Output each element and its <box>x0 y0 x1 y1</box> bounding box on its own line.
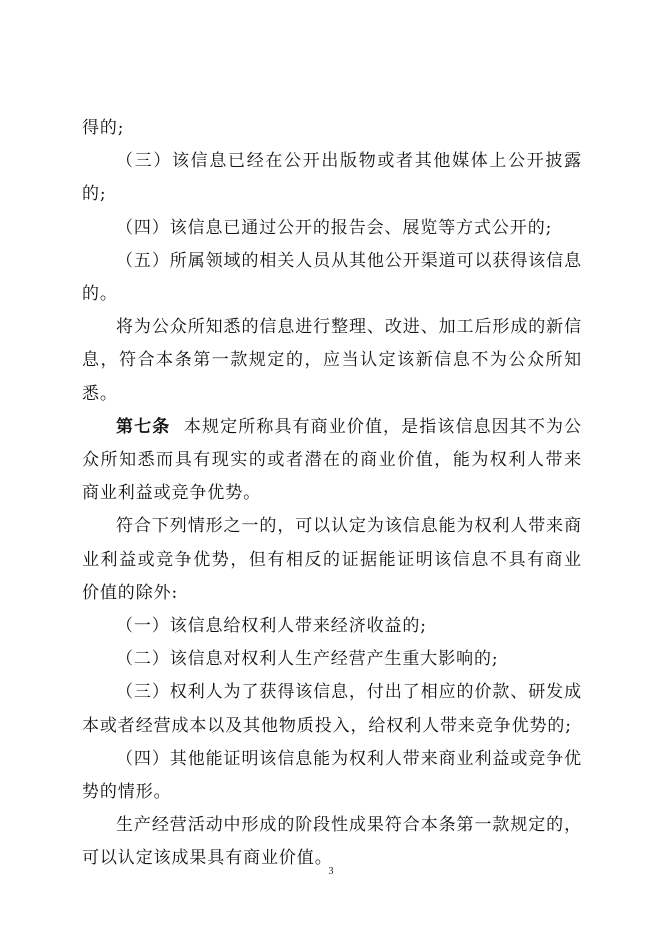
article-heading: 第七条 <box>116 416 171 437</box>
list-item-5: （五）所属领域的相关人员从其他公开渠道可以获得该信息的。 <box>82 250 582 305</box>
condition-item-3: （三）权利人为了获得该信息，付出了相应的价款、研发成本或者经营成本以及其他物质投入，给权利人带来竞争优势的; <box>82 682 582 736</box>
article-7-text: 本规定所称具有商业价值，是指该信息因其不为公众所知悉而具有现实的或者潜在的商业价值，能为权利人带来商业利益或竞争优势。 <box>82 416 582 504</box>
article-7-paragraph <box>82 411 582 511</box>
list-item-3: （三）该信息已经在公开出版物或者其他媒体上公开披露的; <box>82 151 582 205</box>
condition-item-2: （二）该信息对权利人生产经营产生重大影响的; <box>116 649 499 670</box>
paragraph-new-information: 将为公众所知悉的信息进行整理、改进、加工后形成的新信息，符合本条第一款规定的，应当认定该新信息不为公众所知悉。 <box>82 317 582 404</box>
list-item-4: （四）该信息已通过公开的报告会、展览等方式公开的; <box>116 217 553 238</box>
paragraph-staged-results: 生产经营活动中形成的阶段性成果符合本条第一款规定的，可以认定该成果具有商业价值。 <box>82 815 582 869</box>
condition-item-1: （一）该信息给权利人带来经济收益的; <box>116 616 427 637</box>
condition-item-4: （四）其他能证明该信息能为权利人带来商业利益或竞争优势的情形。 <box>82 748 582 803</box>
document-body <box>82 112 582 876</box>
paragraph-continuation: 得的; <box>82 118 125 138</box>
page-number: 3 <box>328 866 334 877</box>
paragraph-conditions: 符合下列情形之一的，可以认定为该信息能为权利人带来商业利益或竞争优势，但有相反的证据能证明该信息不具有商业价值的除外: <box>82 516 582 603</box>
